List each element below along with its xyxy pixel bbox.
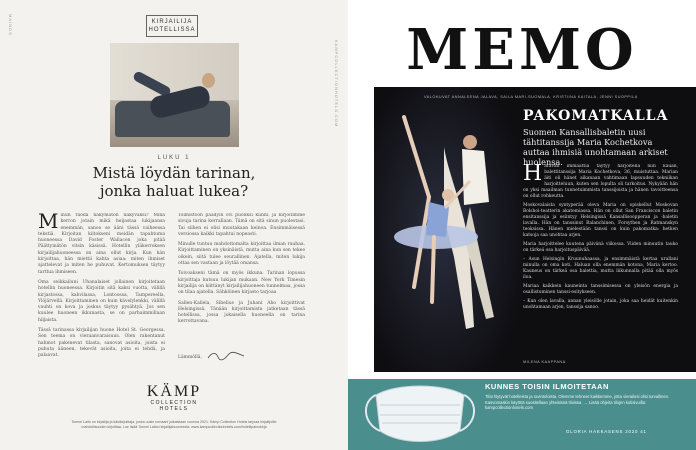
paragraph: inun tuoda näkymätön näkyväksi? Minä kerron jotain mikä heijastaa lukijaansa enemmän, sanoo se ääni tässä vaiheessa tekstiä. Kirjoitan kiitokseni meidän tapahtuma huoneessa David Foster Wallacen joka pitää Päättymätön vitsin käsissä. Hotellin yläkerroksen kirjailijahuoneessa on aina ollut kirja. Kun hän kirjoittaa, hän miettii kahta asiaa: miten ihmiset ajattelevat ja miten he puhuvat. Kertomuksen täytyy tarttua ihmiseen. — [38, 213, 165, 275]
paragraph: Maria harjoittelee kuutena päivänä viikossa. Viiden minuutin tauko on tärkeä osa harjoituspäivää. — [523, 242, 678, 253]
paragraph: Mariaa kaikkein kauneinta tanssimisessa on yleisön energia ja osallistuminen tanssi-esitykseen. — [523, 284, 678, 295]
headline-line1: Mistä löydän tarinan, — [92, 164, 256, 182]
logo-sub2: HOTELS — [159, 406, 189, 412]
notice-title: KUNNES TOISIN ILMOITETAAN — [485, 382, 609, 391]
article-credit: MILENA KAAPPANA — [523, 360, 566, 364]
signature — [206, 350, 246, 362]
chapter-label: LUKU 1 — [157, 155, 191, 161]
ballet-dancers-illustration — [374, 87, 524, 372]
headline — [40, 164, 308, 200]
paragraph: Minulle tuntuu mahdottomalta kirjoittaa ilman rauhaa. Kirjoittaminen on yksinäistä, mutta aina kun sen tekee oikein, siitä tulee seurallinen. Ajatella, miten lukija ottaa sen vastaan ja löytää omansa. — [178, 242, 305, 267]
side-label-right: KAMPCOLLECTIONHOTELS.COM — [334, 40, 339, 128]
paragraph: Moskovalaista syntyperää oleva Maria on opiskellut Moskovan Bolshoi-teatterin akatemiassa. Hän on ollut San Franciscon baletin ensitanssija ja esiintyy Helsingissä Kansallisoopperan ja -baletin lavalla. Hän on tanssinut Balanchinen, Forsythen ja Ratmanskyn teoksissa. Hänen mielestään tanssi on kuin pakomatka: hetken katsoja saa unohtaa arjen. — [523, 203, 678, 238]
photo-credit: VALOKUVAT ANNALEENA JALAVA, SAILA MARI-SUOMALA, KRISTIINA KAITALA, JENNI SUOPPILA — [424, 95, 638, 99]
headline-line2: jonka haluat lukea? — [99, 182, 249, 200]
paragraph: Oma seikkailuni Uhanalaiset jollainen kirjoitetaan hotellin huoneessa. Kirjoitin sitä kaksi vuotta, välillä kirjastossa, kahvilassa, Lontoossa, Tampereella, Ylöjärvellä. Kirjoittaminen on kuin kävelylenkki, välillä vauhti on kova ja joskus täytyy pysähtyä. Jos sen kuulee huoneen ikkunasta, se on parhaimmillaan hiljaista. — [38, 279, 165, 323]
logo-sub1: COLLECTION — [150, 400, 198, 406]
paragraph: Toimistoon päädyin ovi puoliksi kiinni, ja kirjoitimme sivuja tarina kerrallaan. Tämä on sitä sinun puolestasi. Tai siihen ei olisi muutakaan keinoa. Ensimmäisessä versiossa kaikki tapahtui nopeasti. — [178, 213, 305, 237]
logo-name: KÄMP — [146, 383, 202, 400]
badge-line2: HOTELLISSA — [148, 27, 196, 33]
article-lead: Suomen Kansallisbaletin uusi tähtitanssija Maria Kochetkova auttaa ihmisiä unohtamaan arkiset huolensa. — [523, 127, 668, 167]
paragraph: aravan immaattia täytyy harjoitella niin kauan, balettitanssija Maria Kochetkova, 36, muistuttaa. Marian äiti oli hänet aikanaan vahtimaan lapsuuden tekniikan harjoitteluun, kuten sen lopulta oli tarkoitus. Nykyään hän on yksi maailman tunnetuimmista tanssijoista ja hänen tavoitteensa on ollut rohkeutta. — [523, 164, 678, 199]
face-mask-icon — [356, 379, 484, 450]
paragraph: Tässä tarinassa kirjailijan huone Hotel St. Georgessa. Sen teema on vieraanvaraisuus. Olen rakentanut hahmot pakenevat tilasta, sanovat asioita, joista ei puhuta ääneen, tekevät asioita, joita ei tehdä, ja palaavat. — [38, 328, 165, 359]
closing-text: Lämmöllä, — [178, 355, 202, 360]
article-body — [523, 164, 678, 359]
footnote: Tommi Laito on kirjailija ja käsikirjoittaja, jonka uusin romaani julkaistaan vuonna 2021. Kämp Collection Hotels tarjoaa kirjailijoille mahdollisuuden kirjoittaa. Lue lisää Tommi Laiton kirjailijahuoneesta: www.kampcollectionhotels.com/hotellipainokirja — [71, 420, 277, 429]
hero-photo — [110, 43, 239, 147]
section-badge — [146, 15, 198, 37]
notice-banner — [348, 379, 696, 450]
drop-cap: M — [38, 213, 59, 233]
body-column-1 — [38, 213, 165, 391]
notice-body: Tilat löytyvät hotelleista ja ravintoloista. Olemme tehneet kaikkemme, jotta vierailusi olisi turvallinen. Kasvomaskin käyttöä suositellaan yhteisissä tiloissa. → Lisää ohjeita tilojen kotisivuilla: kampcollectionhotels.com — [485, 394, 670, 411]
drop-cap: H — [523, 164, 543, 186]
paragraph: – Asun Helsingin Kruunuhaassa, ja ensimmäistä kertaa urallani minulla on oma koti. Haluan olla enemmän kotona, Maria kertoo. Kauneus on tärkeä osa balettia, mutta liikunnalla pitää olla myös iloa. — [523, 257, 678, 280]
paragraph: Toivoakseni tämä on myös ikkuna. Tarinan lopussa kirjoittaja kutsuu lukijan mukaan. New York Timesin kirjailija on kiittänyt kirjailijahuoneen tunnelmaa, jossa on tilaa ajatella. Sähköinen kirjasto tarjoaa — [178, 271, 305, 296]
badge-line1: KIRJAILIJA — [151, 19, 193, 25]
paragraph: – Kun olen lavalla, annan yleisölle jotain, joka saa heidät kuitenkin unohtamaan arjen, tanssija sanoo. — [523, 299, 678, 310]
side-label-left: MAINOS — [8, 14, 13, 36]
kamp-logo — [0, 384, 348, 412]
right-page — [348, 0, 696, 450]
page-folio: GLORIA HAKKASENS 2020 41 — [566, 429, 647, 434]
paragraph: Sallen-Kallela, Sibelius ja Juhani Aho kirjoittivat Helsingissä. Tänään kirjoittamista jatketaan tässä hotellissa, jossa jokaisella huoneella on tarina kerrottavana. — [178, 300, 305, 325]
body-column-2 — [178, 213, 305, 363]
masthead: MEMO — [406, 17, 638, 83]
article-title: PAKOMATKALLA — [523, 108, 669, 124]
